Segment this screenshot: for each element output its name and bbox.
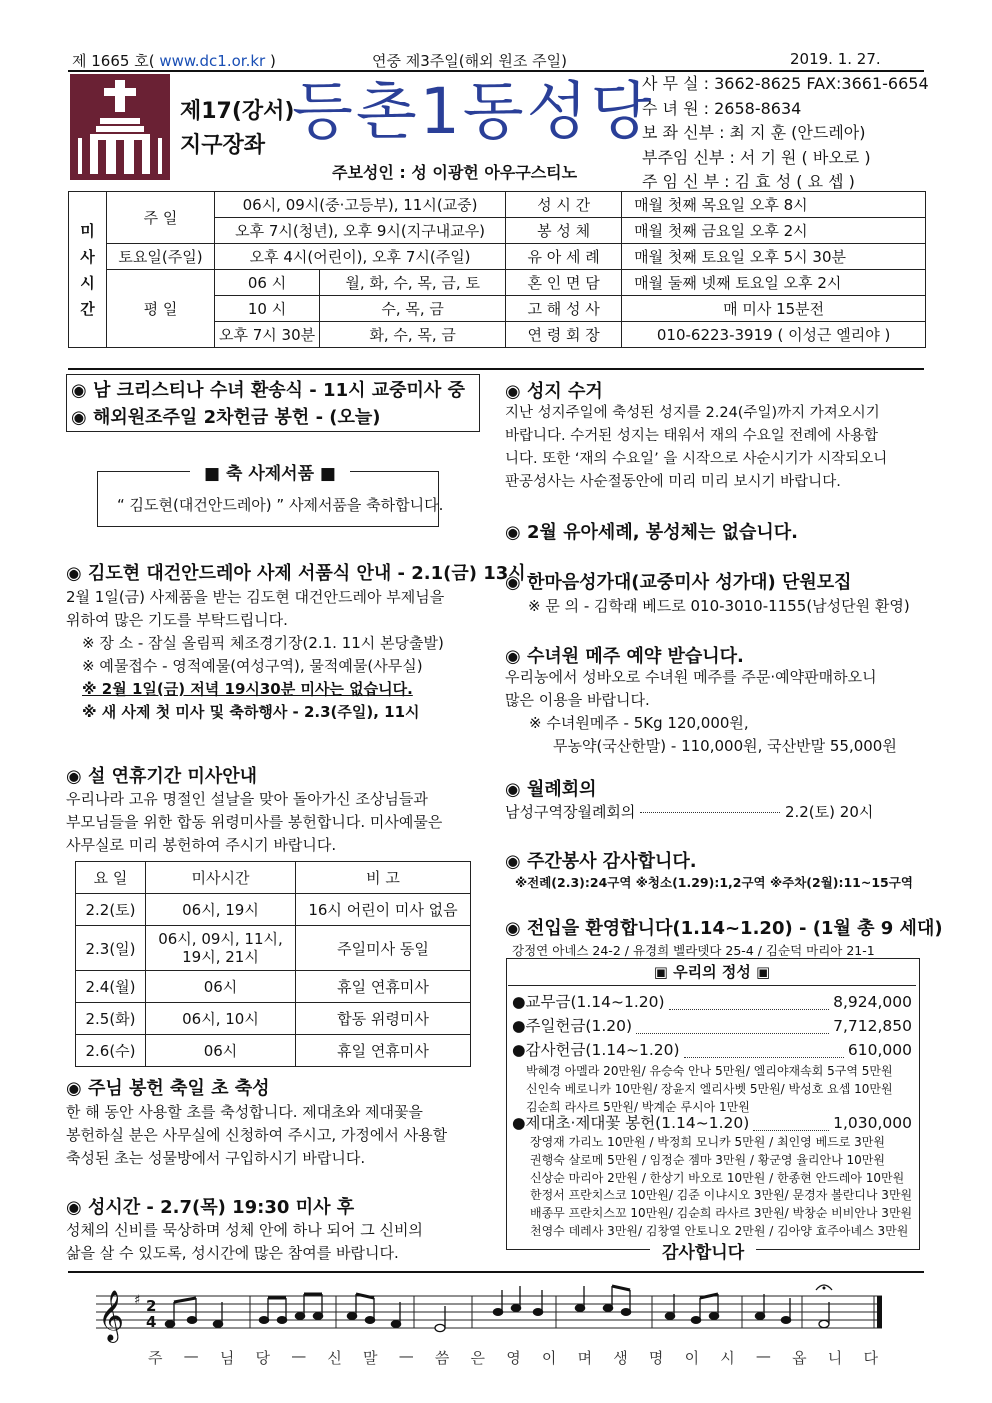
issue-date: 2019. 1. 27.	[790, 50, 881, 68]
liturgical-day: 연중 제3주일(해외 원조 주일)	[372, 52, 567, 70]
meeting-title: ◉ 월례회의	[505, 779, 597, 800]
schedule-value: 매월 첫째 금요일 오후 2시	[622, 218, 926, 244]
palm-title: ◉ 성지 수거	[505, 381, 603, 402]
choir-body: ※ 문 의 - 김학래 베드로 010-3010-1155(남성단원 환영)	[528, 597, 910, 615]
schedule-label: 혼 인 면 담	[506, 270, 622, 296]
patron-saint: 주보성인 : 성 이광헌 아우구스티노	[332, 163, 578, 182]
section-rule	[68, 368, 924, 370]
volunteer-title: ◉ 주간봉사 감사합니다.	[505, 851, 697, 872]
altar-offering: ●제대초·제대꽃 봉헌(1.14~1.20) 1,030,000	[512, 1111, 912, 1135]
issue-prefix: 제 1665 호(	[72, 52, 155, 70]
weekday-days: 월, 화, 수, 목, 금, 토	[320, 270, 506, 296]
holiday-mass-table	[75, 861, 471, 1067]
website-link[interactable]: www.dc1.or.kr	[159, 52, 266, 70]
schedule-label: 봉 성 체	[506, 218, 622, 244]
schedule-value: 매월 첫째 목요일 오후 8시	[622, 192, 926, 218]
schedule-label: 성 시 간	[506, 192, 622, 218]
thanks-donors: 박혜경 아멜라 20만원/ 유승숙 안나 5만원/ 엘리야재속회 5구역 5만원 신인숙 베로니카 10만원/ 장윤지 엘리사벳 5만원/ 박성호 요셉 10만원 김순희 라사르 5만원/ 박계순 루시아 1만원	[526, 1064, 893, 1114]
weekday-time: 06 시	[215, 270, 320, 296]
table-row: 2.3(일) 06시, 09시, 11시, 19시, 21시 주일미사 동일	[76, 926, 471, 971]
schedule-value: 매월 첫째 토요일 오후 5시 30분	[622, 244, 926, 270]
schedule-value: 매 미사 15분전	[622, 296, 926, 322]
table-row: 2.5(화) 06시, 10시 합동 위령미사	[76, 1003, 471, 1035]
mass-schedule-table	[68, 191, 926, 348]
table-header: 비 고	[296, 862, 471, 894]
table-header: 요 일	[76, 862, 146, 894]
weekday-label: 평 일	[107, 270, 215, 348]
schedule-label: 연 령 회 장	[506, 322, 622, 348]
altar-donors: 장영재 가리노 10만원 / 박정희 모니카 5만원 / 최인영 베드로 3만원 권행숙 살로메 5만원 / 임정순 젬마 3만원 / 황군영 율리안나 10만원 신상순 마리아 2만원 / 한상기 바오로 10만원 / 한종현 안드레아 10만원 한정서 프란치스코 10만원/ 김준 이냐시오 3만원/ 문경자 볼란디나 3만원 배종무 프란치스꼬 10만원/ 김순희 라사르 3만원/ 박창순 비비안나 3만원 천영수 데레사 3만원/ 김창열 안토니오 2만원 / 김아양 효주아녜스 3만원	[530, 1135, 913, 1238]
february-notice: ◉ 2월 유아세례, 봉성체는 없습니다.	[505, 522, 799, 543]
candle-body: 한 해 동안 사용할 초를 축성합니다. 제대초와 제대꽃을 봉헌하실 분은 사무실에 신청하여 주시고, 가정에서 사용할 축성된 초는 성물방에서 구입하시기 바랍니다.	[66, 1103, 448, 1167]
ordination-body: 2월 1일(금) 사제품을 받는 김도현 대건안드레아 부제님을 위하여 많은 기도를 부탁드립니다. ※ 장 소 - 잠실 올림픽 체조경기장(2.1. 11시 본당출발) ※ 예물접수 - 영적예물(여성구역), 물적예물(사무실) ※ 2월 1일(금) 저녁 19시30분 미사는 없습니다. ※ 새 사제 첫 미사 및 축하행사 - 2.3(주일), 11시	[66, 588, 445, 721]
region-label: 제17(강서) 지구장좌	[180, 99, 295, 158]
saturday-label: 토요일(주일)	[107, 244, 215, 270]
list-item: ●주일헌금(1.20) 7,712,850	[512, 1014, 912, 1038]
weekday-time: 10 시	[215, 296, 320, 322]
table-row: 2.6(수) 06시 휴일 연휴미사	[76, 1035, 471, 1067]
list-item: ●교무금(1.14~1.20) 8,924,000	[512, 990, 912, 1014]
schedule-label: 고 해 성 사	[506, 296, 622, 322]
weekday-days: 화, 수, 목, 금	[320, 322, 506, 348]
candle-title: ◉ 주님 봉헌 축일 초 축성	[66, 1078, 270, 1099]
congrats-title: ■ 축 사제서품 ■	[190, 459, 350, 484]
palm-body: 지난 성지주일에 축성된 성지를 2.24(주일)까지 가져오시기 바랍니다. 수거된 성지는 태워서 재의 수요일 전례에 사용합 니다. 또한 ‘재의 수요일’ 을 시작으로 사순시기가 시작되오니 판공성사는 사순절동안에 미리 미리 보시기 바랍니다.	[505, 405, 888, 490]
choir-title: ◉ 한마음성가대(교중미사 성가대) 단원모집	[505, 572, 852, 593]
holy-hour-title: ◉ 성시간 - 2.7(목) 19:30 미사 후	[66, 1197, 355, 1218]
schedule-label: 유 아 세 례	[506, 244, 622, 270]
footer-rule	[68, 1271, 924, 1273]
sunday-label: 주 일	[107, 192, 215, 244]
issue-suffix: )	[269, 52, 276, 70]
meeting-body: 남성구역장월례회의 2.2(토) 20시	[505, 803, 874, 821]
thanks-closing: 감사합니다	[650, 1238, 756, 1263]
hymn-lyrics: 주 — 님 당 — 신 말 — 씀 은 영 이 며 생 명 이 시 — 옵 니 다	[148, 1347, 878, 1367]
volunteer-body: ※전례(2.3):24구역 ※청소(1.29):1,2구역 ※주차(2월):11~15구역	[515, 875, 913, 890]
saturday-times: 오후 4시(어린이), 오후 7시(주일)	[215, 244, 506, 270]
newcomer-body: 강정연 아네스 24-2 / 유경희 벨라뎃다 25-4 / 김순덕 마리아 21-1	[512, 943, 875, 958]
music-staff	[96, 1280, 896, 1352]
newcomer-title: ◉ 전입을 환영합니다(1.14~1.20) - (1월 총 9 세대)	[505, 918, 943, 939]
sunday-times-2: 오후 7시(청년), 오후 9시(지구내교우)	[215, 218, 506, 244]
rice-title: ◉ 수녀원 메주 예약 받습니다.	[505, 646, 744, 667]
parish-name: 등촌1동성당	[292, 75, 655, 148]
mass-time-label: 미 사 시 간	[69, 192, 107, 348]
holiday-title: ◉ 설 연휴기간 미사안내	[66, 766, 257, 787]
weekday-time: 오후 7시 30분	[215, 322, 320, 348]
offering-title: ▣ 우리의 정성 ▣	[508, 960, 916, 986]
svg-text:2: 2	[146, 1297, 157, 1315]
weekday-days: 수, 목, 금	[320, 296, 506, 322]
announcement-box: ◉ 남 크리스티나 수녀 환송식 - 11시 교중미사 중 ◉ 해외원조주일 2차헌금 봉헌 - (오늘)	[66, 374, 480, 432]
schedule-value: 010-6223-3919 ( 이성근 엘리야 )	[622, 322, 926, 348]
svg-text:𝄞: 𝄞	[98, 1290, 125, 1341]
congrats-body: “ 김도현(대건안드레아) ” 사제서품을 축하합니다.	[117, 496, 444, 514]
church-logo-icon	[70, 74, 170, 180]
offering-list	[512, 990, 912, 1062]
list-item: ●감사헌금(1.14~1.20) 610,000	[512, 1038, 912, 1062]
issue-number	[72, 50, 276, 71]
holiday-body: 우리나라 고유 명절인 설날을 맞아 돌아가신 조상님들과 부모님들을 위한 합동 위령미사를 봉헌합니다. 미사예물은 사무실로 미리 봉헌하여 주시기 바랍니다.	[66, 790, 443, 854]
holy-hour-body: 성체의 신비를 묵상하며 성체 안에 하나 되어 그 신비의 삶을 살 수 있도록, 성시간에 많은 참여를 바랍니다.	[66, 1221, 423, 1262]
contact-list: 사 무 실 : 3662-8625 FAX:3661-6654 수 녀 원 : 2658-8634 보 좌 신부 : 최 지 훈 (안드레아) 부주임 신부 : 서 기 원 ( 바오로 ) 주 임 신 부 : 김 효 성 ( 요 셉 )	[642, 74, 929, 191]
svg-text:♯: ♯	[134, 1293, 141, 1308]
schedule-value: 매월 둘째 넷째 토요일 오후 2시	[622, 270, 926, 296]
svg-text:4: 4	[146, 1313, 157, 1331]
rice-body: 우리농에서 성바오로 수녀원 메주를 주문·예약판매하오니 많은 이용을 바랍니다. ※ 수녀원메주 - 5Kg 120,000원, 무농약(국산한말) - 110,000원, 국산반말 55,000원	[505, 668, 897, 755]
ordination-title: ◉ 김도현 대건안드레아 사제 서품식 안내 - 2.1(금) 13시	[66, 563, 526, 584]
table-row: 2.2(토) 06시, 19시 16시 어린이 미사 없음	[76, 894, 471, 926]
table-header: 미사시간	[146, 862, 296, 894]
table-row: 2.4(월) 06시 휴일 연휴미사	[76, 971, 471, 1003]
sunday-times-1: 06시, 09시(중·고등부), 11시(교중)	[215, 192, 506, 218]
